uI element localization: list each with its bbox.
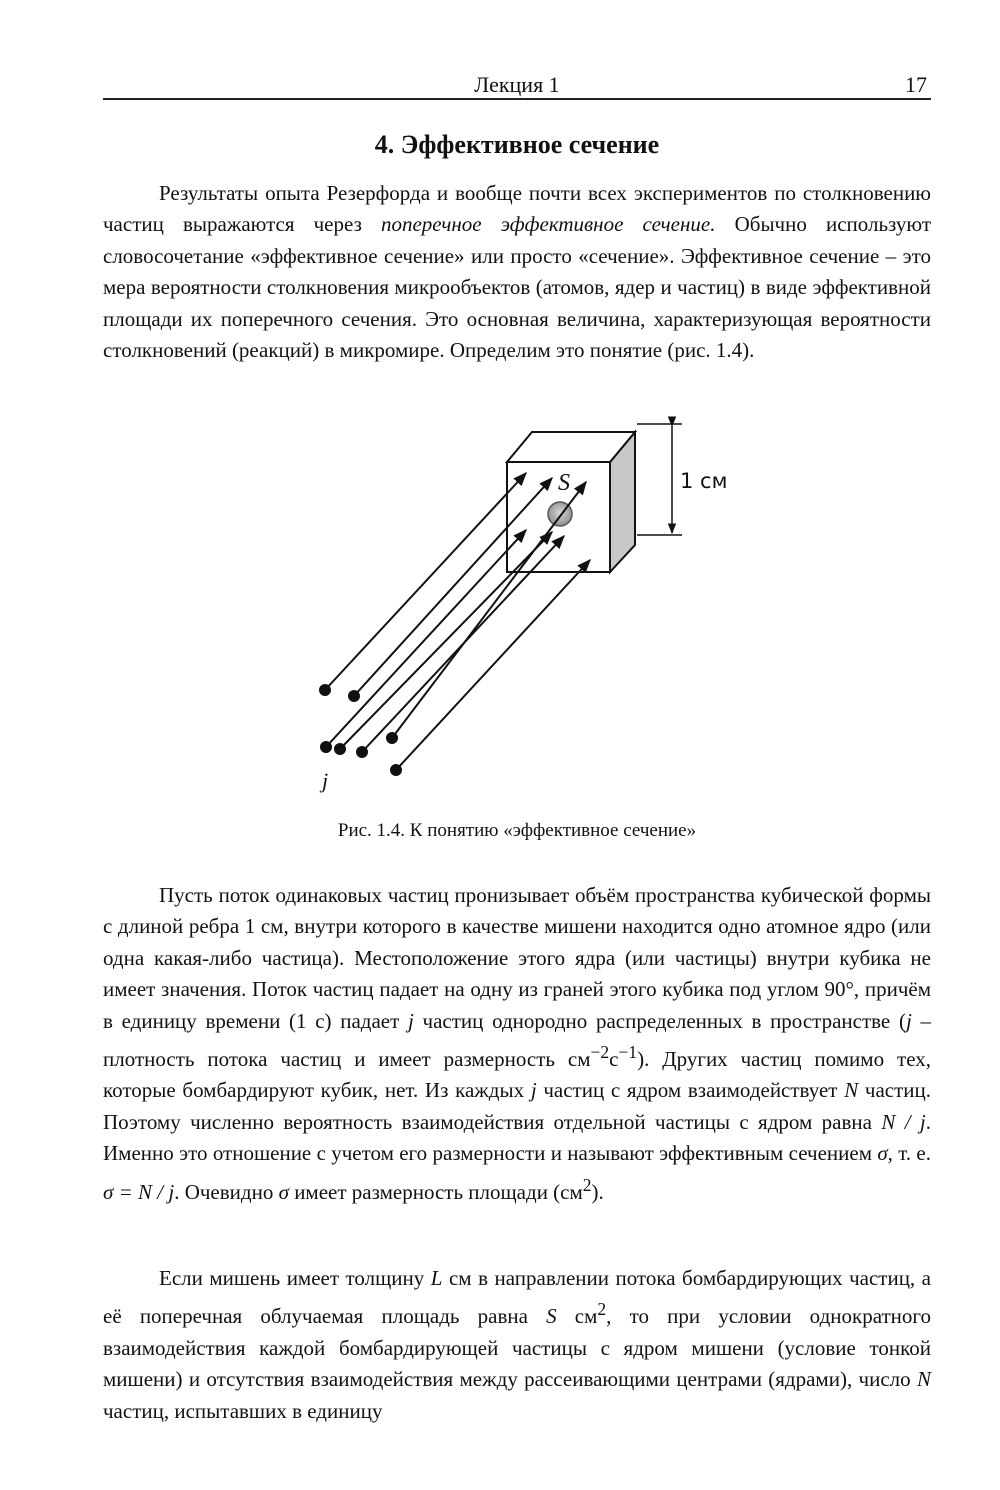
page-header xyxy=(103,68,931,100)
particle-dot xyxy=(320,685,330,695)
particle-dot xyxy=(335,744,345,754)
particle-trajectory xyxy=(326,530,526,747)
area-label: S xyxy=(558,470,570,496)
particle-trajectory xyxy=(354,478,552,696)
figure-caption: Рис. 1.4. К понятию «эффективное сечение» xyxy=(337,820,697,841)
particle-trajectory xyxy=(392,482,586,738)
paragraph-definition: Пусть поток одинаковых частиц пронизывает объём пространства кубической формы с длиной ребра 1 см, внутри которого в качестве мишени находится одно атомное ядро (или одна какая-либо частица). Местоположение этого ядра (или частицы) внутри кубика не имеет значения. Поток частиц падает на одну из граней этого кубика под углом 90°, причём в единицу времени (1 с) падает j частиц однородно распределенных в пространстве (j – плотность потока частиц и имеет размерность $см^{-2}с^{-1}$). Других частиц помимо тех, которые бомбардируют кубик, нет. Из каждых j частиц с ядром взаимодействует N частиц. Поэтому численно вероятность взаимодействия отдельной частицы с ядром равна N / j. Именно это отношение с учетом его размерности и называют эффективным сечением σ, т. е. σ = N / j. Очевидно σ имеет размерность площади $(см^2)$. xyxy=(103,883,932,1204)
particle-trajectory xyxy=(325,473,526,690)
paragraph-thin-target: Если мишень имеет толщину L см в направлении потока бомбардирующих частиц, а её поперечная облучаемая площадь равна S $см^2$, то при условии однократного взаимодействия каждой бомбардирующей частицы с ядром мишени (условие тонкой мишени) и отсутствия взаимодействия между рассеивающими центрами (ядрами), число N частиц, испытавших в единицу xyxy=(103,1266,931,1423)
particle-dot xyxy=(321,742,331,752)
particle-dot xyxy=(357,747,367,757)
figure-cross-section xyxy=(300,410,740,800)
page-number: 17 xyxy=(905,72,927,97)
size-label: 1 см xyxy=(680,469,728,493)
flux-label: j xyxy=(322,768,329,793)
particle-dot xyxy=(391,765,401,775)
particle-dot xyxy=(349,691,359,701)
paragraph-intro: Результаты опыта Резерфорда и вообще почти всех экспериментов по столкновению частиц выражаются через поперечное эффективное сечение. Обычно используют словосочетание «эффективное сечение» или просто «сечение». Эффективное сечение – это мера вероятности столкновения микрообъектов (атомов, ядер и частиц) в виде эффективной площади их поперечного сечения. Это основная величина, характеризующая вероятности столкновений (реакций) в микромире. Определим это понятие (рис. 1.4). xyxy=(103,181,931,363)
particle-dot xyxy=(387,733,397,743)
running-title: Лекция 1 xyxy=(474,72,560,97)
section-title: 4. Эффективное сечение xyxy=(374,130,660,159)
